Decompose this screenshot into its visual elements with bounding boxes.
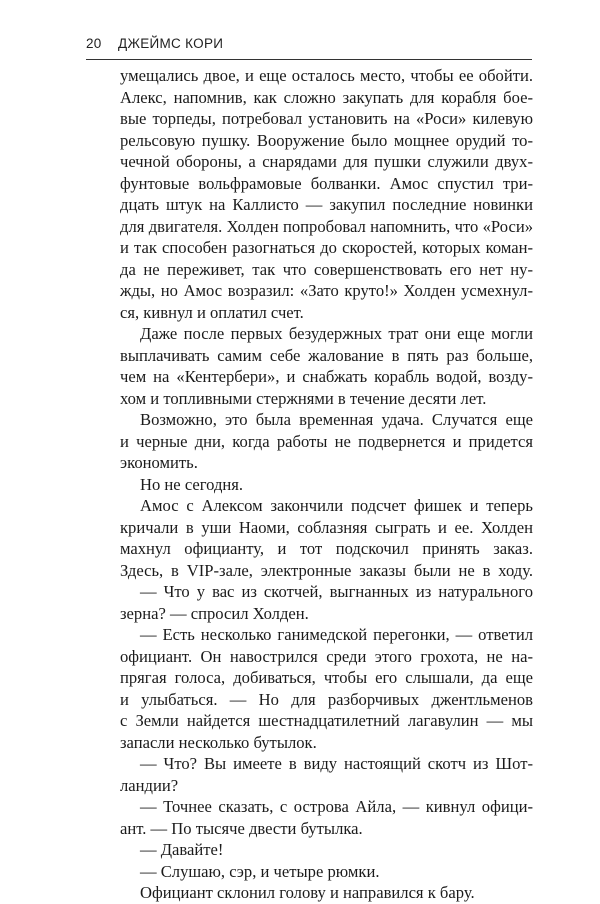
text-line: чем на «Кентербери», и снабжать корабль водой, возду- — [120, 367, 533, 386]
book-author: ДЖЕЙМС КОРИ — [118, 36, 224, 51]
running-head — [86, 36, 532, 58]
text-line: — Есть несколько ганимедской перегонки, — ответил — [140, 625, 533, 644]
text-line: зерна? — спросил Холден. — [120, 603, 309, 623]
text-line: — Что? Вы имеете в виду настоящий скотч из Шот- — [140, 754, 533, 773]
text-line: Возможно, это была временная удача. Случатся еще — [140, 410, 533, 429]
text-line: и так способен разогнаться до скоростей, которых коман- — [120, 238, 533, 257]
text-line: чечной обороны, а снарядами для пушки служили двух- — [120, 152, 533, 171]
text-line: Но не сегодня. — [140, 474, 244, 494]
text-line: ант. — По тысяче двести бутылка. — [120, 818, 363, 838]
text-line: официант. Он навострился среди этого грохота, не на- — [120, 646, 533, 666]
text-line: вые торпеды, потребовал установить на «Роси» килевую — [120, 109, 533, 128]
text-line: ся, кивнул и оплатил счет. — [120, 302, 304, 322]
text-line: махнул официанту, и тот подскочил принять заказ. — [120, 539, 533, 558]
text-line: Алекс, напомнив, как сложно закупать для корабля бое- — [120, 87, 533, 107]
text-line: — Что у вас из скотчей, выгнанных из натурального — [140, 582, 533, 601]
text-line: запасли несколько бутылок. — [120, 732, 317, 752]
text-line: ландии? — [120, 775, 179, 795]
text-line: Даже после первых безудержных трат они еще могли — [140, 324, 533, 343]
text-line: кричали в уши Наоми, соблазняя сыграть и ее. Холден — [120, 517, 533, 537]
text-line: фунтовые вольфрамовые болванки. Амос спустил три- — [120, 173, 533, 193]
text-line: рельсовую пушку. Вооружение было мощнее орудий то- — [120, 130, 533, 150]
text-line: — Точнее сказать, с острова Айла, — кивнул офици- — [140, 797, 533, 816]
text-line: жды, но Амос возразил: «Зато круто!» Холден усмехнул- — [120, 281, 533, 300]
text-line: хом и топливными стержнями в течение десяти лет. — [120, 388, 487, 408]
text-line: — Давайте! — [140, 840, 224, 859]
text-line: — Слушаю, сэр, и четыре рюмки. — [140, 861, 380, 881]
text-line: выплачивать самим себе жалование в пять раз больше, — [120, 345, 533, 365]
text-line: и улыбаться. — Но для разборчивых джентльменов — [120, 689, 533, 709]
text-line: и черные дни, когда работы не подвернется и придется — [120, 431, 533, 451]
text-line: да не переживет, так что совершенствовать его нет ну- — [120, 259, 533, 279]
text-line: Амос с Алексом закончили подсчет фишек и теперь — [140, 496, 533, 515]
header-rule — [86, 59, 532, 60]
text-line: для двигателя. Холден попробовал напомнить, что «Роси» — [120, 216, 533, 236]
page-number: 20 — [86, 36, 102, 51]
text-line: умещались двое, и еще осталось место, чтобы ее обойти. — [120, 66, 533, 85]
text-line: с Земли найдется шестнадцатилетний лагавулин — мы — [120, 711, 533, 730]
body-text — [120, 65, 533, 904]
text-line: прягая голоса, добиваться, чтобы его слышали, да еще — [120, 668, 533, 687]
text-line: дцать штук на Каллисто — закупил последние новинки — [120, 195, 533, 214]
text-line: Официант склонил голову и направился к бару. — [140, 883, 475, 902]
text-line: Здесь, в VIP-зале, электронные заказы были не в ходу. — [120, 560, 533, 580]
text-line: экономить. — [120, 453, 198, 472]
